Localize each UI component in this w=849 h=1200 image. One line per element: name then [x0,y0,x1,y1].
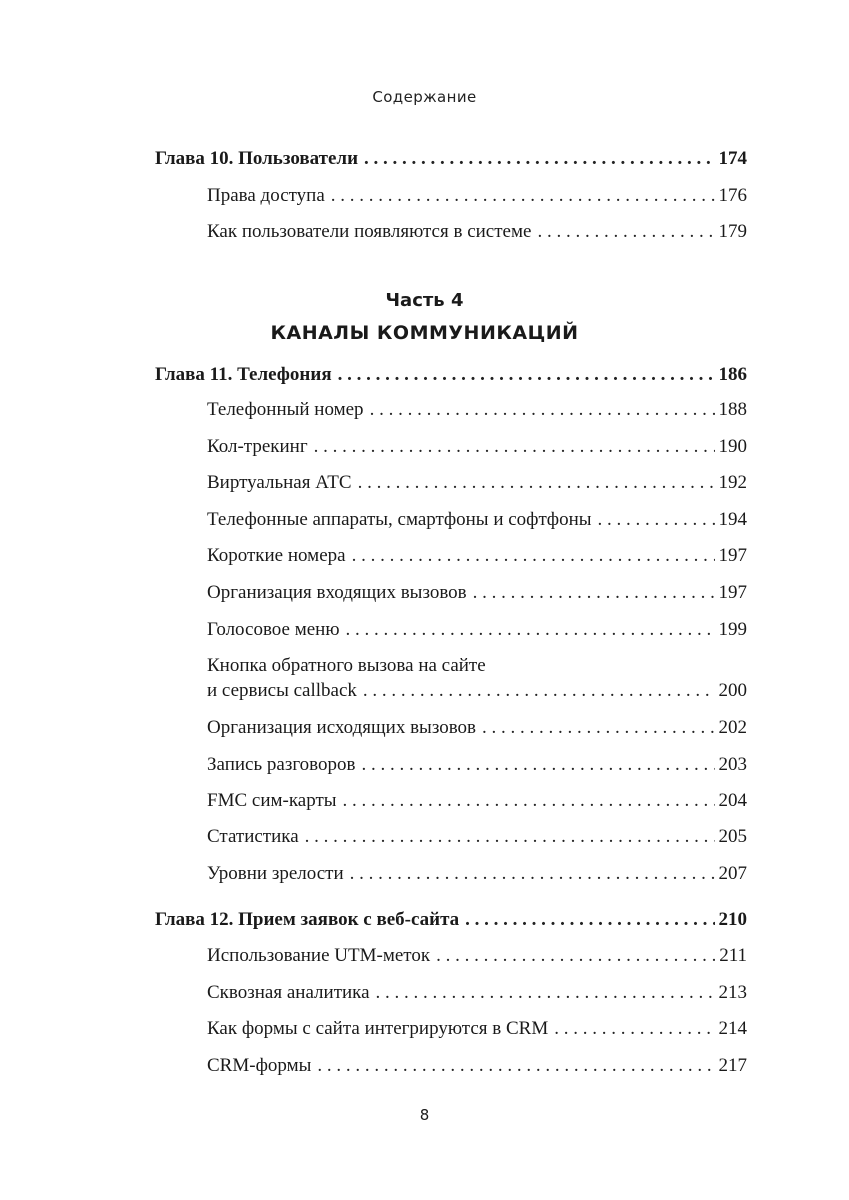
section-title: Голосовое меню [207,619,340,640]
toc-section[interactable] [155,220,747,244]
section-title: Как формы с сайта интегрируются в CRM [207,1018,549,1039]
section-title: FMC сим-карты [207,790,337,811]
dot-leader [370,398,715,422]
dot-leader [352,544,715,568]
running-head: Содержание [372,88,477,106]
section-title: Виртуальная АТС [207,472,352,493]
dot-leader [473,581,715,605]
toc-section[interactable] [155,1054,747,1078]
toc-section[interactable] [155,508,747,532]
chapter-title: Глава 11. Телефония [155,364,332,385]
page-number: 203 [718,754,747,775]
toc-section[interactable] [155,862,747,886]
dot-leader [537,220,714,244]
dot-leader [358,471,715,495]
page-number: 199 [718,619,747,640]
section-title: Телефонные аппараты, смартфоны и софтфоны [207,509,592,530]
section-title: Организация исходящих вызовов [207,717,477,738]
page-number: 197 [718,582,747,603]
page-number: 174 [718,148,747,169]
page-number: 179 [718,221,747,242]
dot-leader [364,147,714,171]
page-number: 210 [718,909,747,930]
dot-leader [363,679,715,703]
dot-leader [465,908,714,932]
dot-leader [598,508,715,532]
toc-section[interactable] [155,981,747,1005]
section-title: Телефонный номер [207,399,364,420]
page-number: 204 [718,790,747,811]
toc-section[interactable] [155,184,747,208]
toc-section[interactable] [155,398,747,422]
page-folio: 8 [419,1106,430,1124]
toc-section[interactable] [155,944,747,968]
toc-section[interactable] [155,716,747,740]
toc-section[interactable] [155,544,747,568]
section-title: и сервисы callback [207,680,357,701]
page-number: 211 [719,945,747,966]
dot-leader [314,435,715,459]
toc-section[interactable] [155,789,747,813]
section-title: Как пользователи появляются в системе [207,221,532,242]
dot-leader [338,363,715,387]
dot-leader [350,862,715,886]
page-number: 205 [718,826,747,847]
chapter-title: Глава 10. Пользователи [155,148,359,169]
part-heading [0,288,849,348]
page-number: 202 [718,717,747,738]
section-title: Запись разговоров [207,754,356,775]
page-number: 194 [718,509,747,530]
toc-section[interactable] [155,679,747,703]
section-title: Сквозная аналитика [207,982,370,1003]
dot-leader [436,944,715,968]
section-title: Статистика [207,826,299,847]
dot-leader [482,716,714,740]
dot-leader [317,1054,714,1078]
toc-section[interactable] [155,753,747,777]
toc-section[interactable] [155,825,747,849]
page-number: 188 [718,399,747,420]
dot-leader [346,618,715,642]
section-title-line-1: Кнопка обратного вызова на сайте [207,655,486,676]
dot-leader [361,753,714,777]
toc-chapter-11[interactable] [155,363,747,387]
section-title: Короткие номера [207,545,346,566]
page-number: 176 [718,185,747,206]
page-number: 192 [718,472,747,493]
page-number: 190 [718,436,747,457]
part-number: Часть 4 [385,290,464,311]
page-number: 197 [718,545,747,566]
page-number: 207 [718,863,747,884]
toc-section[interactable] [155,471,747,495]
page-number: 213 [718,982,747,1003]
toc-section[interactable] [155,1017,747,1041]
dot-leader [343,789,715,813]
toc-section[interactable] [155,581,747,605]
page-number: 186 [718,364,747,385]
toc-chapter-10[interactable] [155,147,747,171]
section-title: Уровни зрелости [207,863,344,884]
section-title: Кол-трекинг [207,436,308,457]
dot-leader [305,825,715,849]
section-title: Права доступа [207,185,325,206]
section-title: Использование UTM-меток [207,945,431,966]
part-title: КАНАЛЫ КОММУНИКАЦИЙ [270,322,579,344]
chapter-title: Глава 12. Прием заявок с веб-сайта [155,909,460,930]
dot-leader [331,184,715,208]
toc-section[interactable] [155,435,747,459]
page-number: 217 [718,1055,747,1076]
dot-leader [376,981,715,1005]
page-number: 200 [718,680,747,701]
toc-section[interactable] [155,618,747,642]
section-title: CRM-формы [207,1055,312,1076]
dot-leader [554,1017,714,1041]
section-title: Организация входящих вызовов [207,582,467,603]
toc-chapter-12[interactable] [155,908,747,932]
page-number: 214 [718,1018,747,1039]
